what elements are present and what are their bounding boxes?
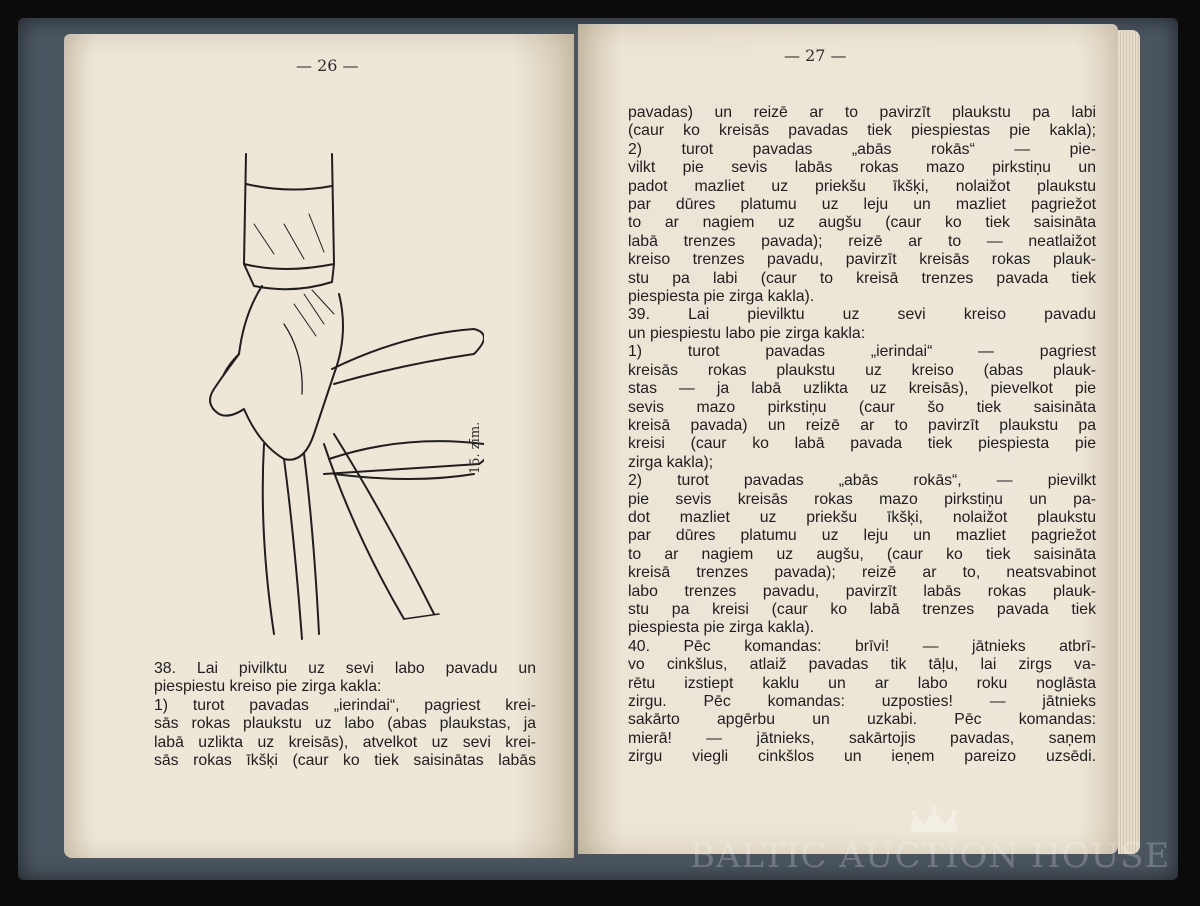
text-line: (caur ko kreisās pavadas tiek piespiestas pie kakla); [628, 122, 1096, 140]
text-line: 1) turot pavadas „ierindai“, pagriest krei- [154, 696, 536, 714]
text-line: 40. Pēc komandas: brīvi! — jātnieks atbrī- [628, 637, 1096, 655]
text-line: sevis mazo pirkstiņu (caur šo tiek saisināta [628, 398, 1096, 416]
text-line: to ar nagiem uz augšu, (caur ko tiek saisināta [628, 545, 1096, 563]
text-line: vo cinkšlus, atlaiž pavadas tik tāļu, lai zirgs va- [628, 656, 1096, 674]
text-line: kreisi (caur ko labā pavada tiek piespiesta pie [628, 435, 1096, 453]
text-line: labo trenzes pavadu, pavirzīt labās rokas plauk- [628, 582, 1096, 600]
text-line: pavadas) un reizē ar to pavirzīt plaukstu pa labi [628, 104, 1096, 121]
text-line: 39. Lai pievilktu uz sevi kreiso pavadu [628, 306, 1096, 324]
text-line: labā trenzes pavada); reizē ar to — neatlaižot [628, 232, 1096, 250]
text-line: kreiso trenzes pavadu, pavirzīt kreisās rokas plauk- [628, 251, 1096, 269]
text-line: to ar nagiem uz augšu (caur ko tiek saisināta [628, 214, 1096, 232]
text-line: mierā! — jātnieks, sakārtojis pavadas, saņem [628, 729, 1096, 747]
crown-logo-icon [906, 806, 962, 836]
text-line: sakārto apgērbu un uzkabi. Pēc komandas: [628, 711, 1096, 729]
text-line: kreisās rokas plaukstu uz kreiso (abas plauk- [628, 361, 1096, 379]
text-line: zirgu viegli cinkšlos un ieņem pareizo uzsēdi. [628, 748, 1096, 766]
hand-with-reins-illustration [184, 114, 484, 644]
text-line: kreisā pavada) un reizē ar to pavirzīt plaukstu pa [628, 416, 1096, 434]
text-line: par dūres platumu uz leju un mazliet pagriežot [628, 527, 1096, 545]
text-line: stu pa labi (caur to kreisā trenzes pavada tiek [628, 269, 1096, 287]
text-line: pie sevis kreisās rokas mazo pirkstiņu un pa- [628, 490, 1096, 508]
figure-label: 15. zīm. [468, 421, 483, 474]
text-line: stas — ja labā uzlikta uz kreisās), pievelkot pie [628, 380, 1096, 398]
text-line: 2) turot pavadas „abās rokās“, — pievilkt [628, 472, 1096, 490]
watermark-text: BALTIC AUCTION HOUSE [690, 836, 1171, 876]
text-line: 1) turot pavadas „ierindai“ — pagriest [628, 343, 1096, 361]
text-line: labā uzlikta uz kreisās), atvelkot uz sevi krei- [154, 733, 536, 751]
text-line: 38. Lai pivilktu uz sevi labo pavadu un [154, 660, 536, 677]
text-line: rētu izstiept kaklu un ar labo roku noglāsta [628, 674, 1096, 692]
left-page-number: — 26 — [296, 56, 359, 75]
figure-label-wrap [468, 421, 520, 489]
text-line: un piespiestu labo pie zirga kakla: [628, 324, 866, 342]
right-page-text [628, 104, 1096, 767]
text-line: dot mazliet uz priekšu īkšķi, nolaižot plaukstu [628, 508, 1096, 526]
left-page [64, 34, 574, 858]
text-line: sās rokas īkšķi (caur ko tiek saisinātas labās [154, 752, 536, 770]
text-line: padot mazliet uz priekšu īkšķi, nolaižot plaukstu [628, 177, 1096, 195]
text-line: sās rokas plaukstu uz labo (abas plaukstas, ja [154, 715, 536, 733]
text-line: piespiestu kreiso pie zirga kakla: [154, 678, 382, 696]
right-page [578, 24, 1118, 854]
text-line: piespiesta pie zirga kakla). [628, 288, 815, 306]
text-line: zirga kakla); [628, 453, 714, 471]
page-edges [1118, 30, 1140, 854]
text-line: 2) turot pavadas „abās rokās“ — pie- [628, 140, 1096, 158]
text-line: zirgu. Pēc komandas: uzposties! — jātnieks [628, 693, 1096, 710]
text-line: piespiesta pie zirga kakla). [628, 619, 815, 637]
text-line: par dūres platumu uz leju un mazliet pagriežot [628, 196, 1096, 214]
text-line: vilkt pie sevis labās rokas mazo pirkstiņu un [628, 159, 1096, 177]
left-page-paragraph [154, 660, 536, 770]
text-line: kreisā trenzes pavada); reizē ar to, neatsvabinot [628, 564, 1096, 582]
right-page-number: — 27 — [784, 46, 847, 65]
text-line: stu pa kreisi (caur ko labā trenzes pavada tiek [628, 600, 1096, 618]
